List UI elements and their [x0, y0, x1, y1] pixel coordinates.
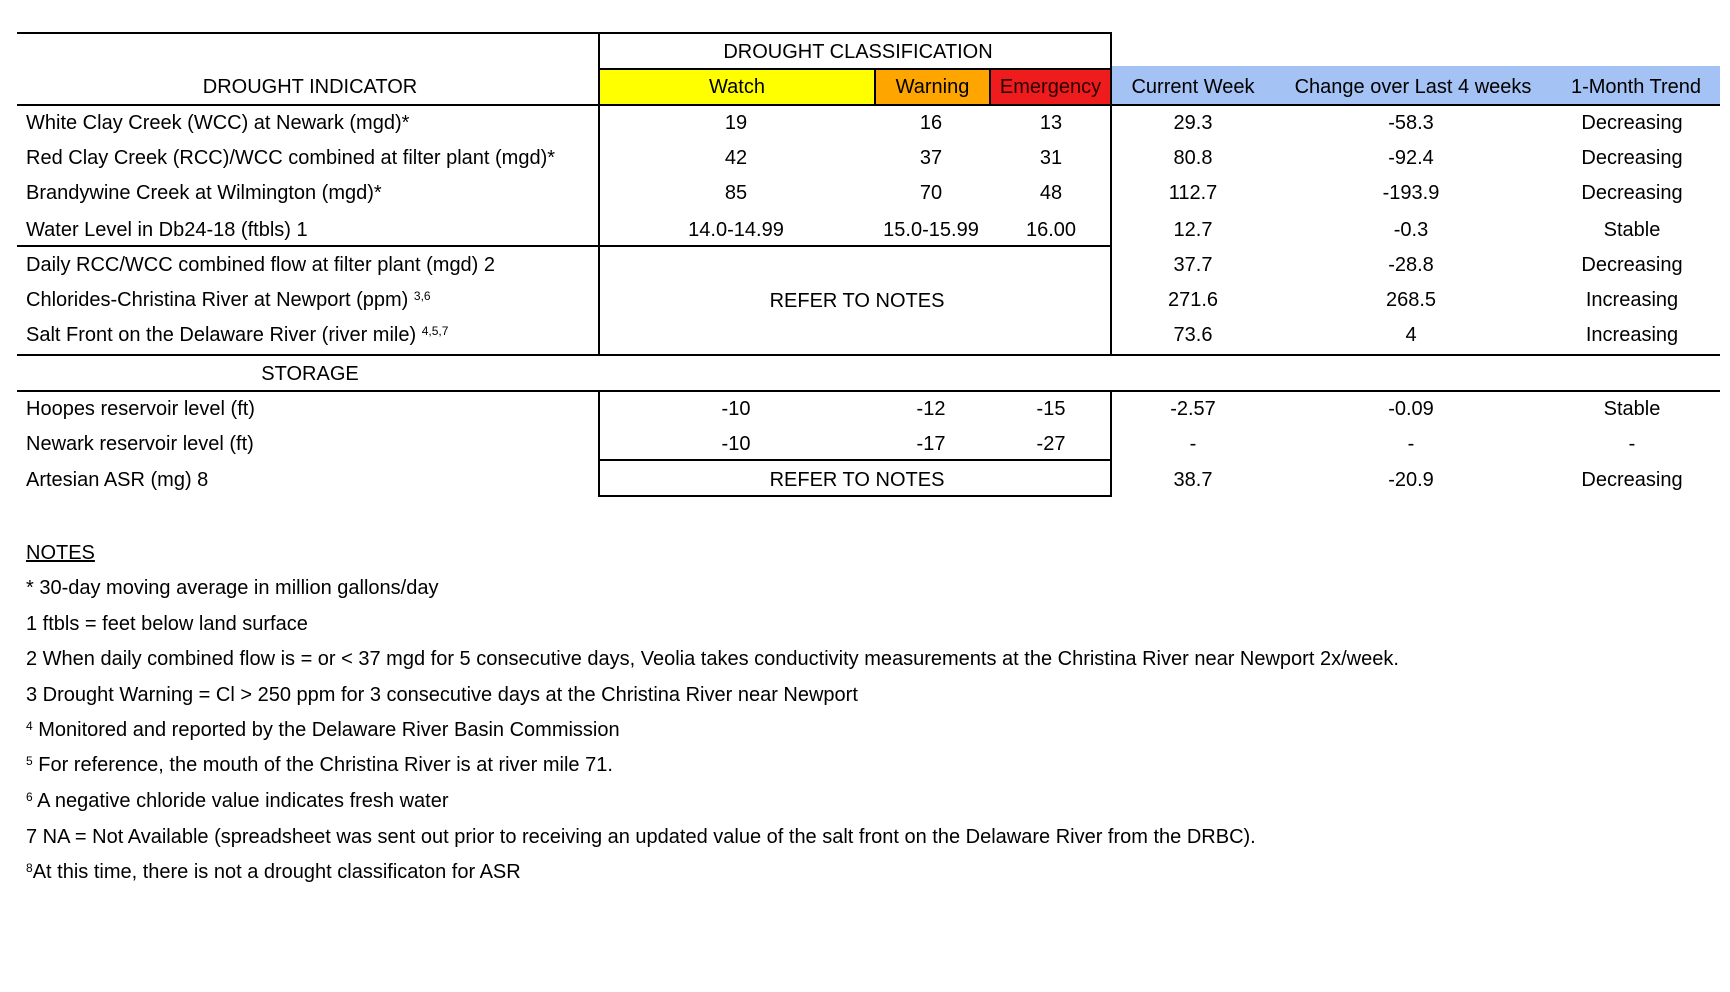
- note-5-text: Monitored and reported by the Delaware River Basin Commission: [32, 719, 620, 741]
- note-6-sup: 5: [26, 754, 33, 768]
- top-rule-left: [17, 32, 599, 34]
- note-7-sup: 6: [26, 790, 33, 804]
- watch-value: 14.0-14.99: [688, 219, 784, 241]
- note-2: 1 ftbls = feet below land surface: [26, 613, 308, 635]
- col-divider-left: [598, 104, 600, 356]
- trend-value: -: [1628, 433, 1636, 455]
- watch-header: Watch: [600, 68, 874, 104]
- col-divider-right: [1110, 104, 1112, 356]
- asr-bottom-rule: [599, 495, 1112, 497]
- current-value: 112.7: [1168, 182, 1218, 204]
- watch-value: -10: [721, 433, 751, 455]
- emergency-value: -27: [1036, 433, 1066, 455]
- storage-label: STORAGE: [261, 363, 359, 385]
- trend-value: Decreasing: [1581, 469, 1683, 491]
- current-value: 73.6: [1173, 324, 1213, 346]
- note-3: 2 When daily combined flow is = or < 37 mgd for 5 consecutive days, Veolia takes conductivity measurements at the Christina River near Newport 2x/week.: [26, 648, 1399, 670]
- row-label: [26, 288, 431, 312]
- change-header: Change over Last 4 weeks: [1294, 76, 1532, 98]
- warning-value: 16: [919, 112, 943, 134]
- trend-header: 1-Month Trend: [1570, 76, 1702, 98]
- storage-divider-right: [1110, 390, 1112, 497]
- change-value: -28.8: [1388, 254, 1434, 276]
- row-label: [26, 253, 495, 277]
- row-label: Artesian ASR (mg) 8: [26, 469, 209, 491]
- current-value: -: [1189, 433, 1197, 455]
- row-label: Water Level in Db24-18 (ftbls) 1: [26, 219, 308, 241]
- warning-value: 70: [919, 182, 943, 204]
- change-value: -92.4: [1388, 147, 1434, 169]
- emergency-value: 48: [1039, 182, 1063, 204]
- note-9-sup: 8: [26, 861, 33, 875]
- change-value: -0.09: [1388, 398, 1434, 420]
- trend-value: Increasing: [1585, 324, 1679, 346]
- asr-top-rule: [599, 459, 1112, 461]
- storage-rule: [17, 390, 1720, 392]
- emergency-value: 13: [1039, 112, 1063, 134]
- note-6: [26, 753, 613, 777]
- note-5: [26, 718, 620, 742]
- row-label-superscript: 4,5,7: [421, 324, 449, 338]
- trend-value: Decreasing: [1581, 147, 1683, 169]
- row-label-text: Daily RCC/WCC combined flow at filter plant (mgd) 2: [26, 254, 496, 276]
- header-bottom-rule: [17, 104, 1720, 106]
- trend-value: Decreasing: [1581, 112, 1683, 134]
- row-label-text: Chlorides-Christina River at Newport (ppm): [26, 289, 414, 311]
- watch-value: 85: [724, 182, 748, 204]
- change-value: -0.3: [1393, 219, 1429, 241]
- watch-value: 19: [724, 112, 748, 134]
- change-value: 268.5: [1385, 289, 1437, 311]
- warning-value: 15.0-15.99: [883, 219, 979, 241]
- warning-header: Warning: [874, 68, 989, 104]
- current-value: 12.7: [1173, 219, 1213, 241]
- emergency-value: 31: [1039, 147, 1063, 169]
- row-label: Hoopes reservoir level (ft): [26, 398, 255, 420]
- change-value: -58.3: [1388, 112, 1434, 134]
- warning-value: 37: [919, 147, 943, 169]
- top-rule-class: [599, 32, 1110, 34]
- watch-value: -10: [721, 398, 751, 420]
- row4-bottom-rule: [17, 245, 1112, 247]
- note-8: 7 NA = Not Available (spreadsheet was sent out prior to receiving an updated value of the salt front on the Delaware River from the DRBC).: [26, 826, 1256, 848]
- current-value: 37.7: [1173, 254, 1213, 276]
- current-value: -2.57: [1170, 398, 1216, 420]
- note-4: 3 Drought Warning = Cl > 250 ppm for 3 consecutive days at the Christina River near Newport: [26, 684, 858, 706]
- note-5-sup: 4: [26, 719, 33, 733]
- note-6-text: For reference, the mouth of the Christina River is at river mile 71.: [32, 754, 613, 776]
- row-label: [26, 323, 448, 347]
- change-value: 4: [1405, 324, 1417, 346]
- row-label-superscript: 3,6: [413, 289, 431, 303]
- refer-to-notes-1: REFER TO NOTES: [769, 290, 945, 312]
- emergency-header: Emergency: [989, 68, 1110, 104]
- drought-indicator-header: DROUGHT INDICATOR: [202, 76, 418, 98]
- trend-value: Decreasing: [1581, 254, 1683, 276]
- current-value: 29.3: [1173, 112, 1213, 134]
- drought-classification-header: DROUGHT CLASSIFICATION: [723, 41, 993, 63]
- row-label: White Clay Creek (WCC) at Newark (mgd)*: [26, 112, 410, 134]
- emergency-value: -15: [1036, 398, 1066, 420]
- warning-value: -17: [916, 433, 946, 455]
- note-9-text: At this time, there is not a drought classificaton for ASR: [32, 861, 521, 883]
- row-label: Newark reservoir level (ft): [26, 433, 254, 455]
- change-value: -193.9: [1382, 182, 1440, 204]
- note-9: [26, 860, 521, 884]
- main-bottom-rule: [17, 354, 1720, 356]
- current-value: 80.8: [1173, 147, 1213, 169]
- row-label: Red Clay Creek (RCC)/WCC combined at filter plant (mgd)*: [26, 147, 556, 169]
- trend-value: Increasing: [1585, 289, 1679, 311]
- watch-value: 42: [724, 147, 748, 169]
- current-week-header: Current Week: [1131, 76, 1255, 98]
- refer-to-notes-2: REFER TO NOTES: [769, 469, 945, 491]
- trend-value: Stable: [1603, 219, 1661, 241]
- note-7: [26, 789, 449, 813]
- notes-title: NOTES: [26, 542, 95, 564]
- row-label: Brandywine Creek at Wilmington (mgd)*: [26, 182, 382, 204]
- warning-value: -12: [916, 398, 946, 420]
- storage-divider-left: [598, 390, 600, 497]
- current-value: 271.6: [1167, 289, 1219, 311]
- trend-value: Stable: [1603, 398, 1661, 420]
- trend-value: Decreasing: [1581, 182, 1683, 204]
- note-7-text: A negative chloride value indicates fresh water: [32, 790, 449, 812]
- change-value: -: [1407, 433, 1415, 455]
- current-value: 38.7: [1173, 469, 1213, 491]
- change-value: -20.9: [1388, 469, 1434, 491]
- note-1: * 30-day moving average in million gallons/day: [26, 577, 439, 599]
- row-label-text: Salt Front on the Delaware River (river mile): [26, 324, 422, 346]
- emergency-value: 16.00: [1025, 219, 1077, 241]
